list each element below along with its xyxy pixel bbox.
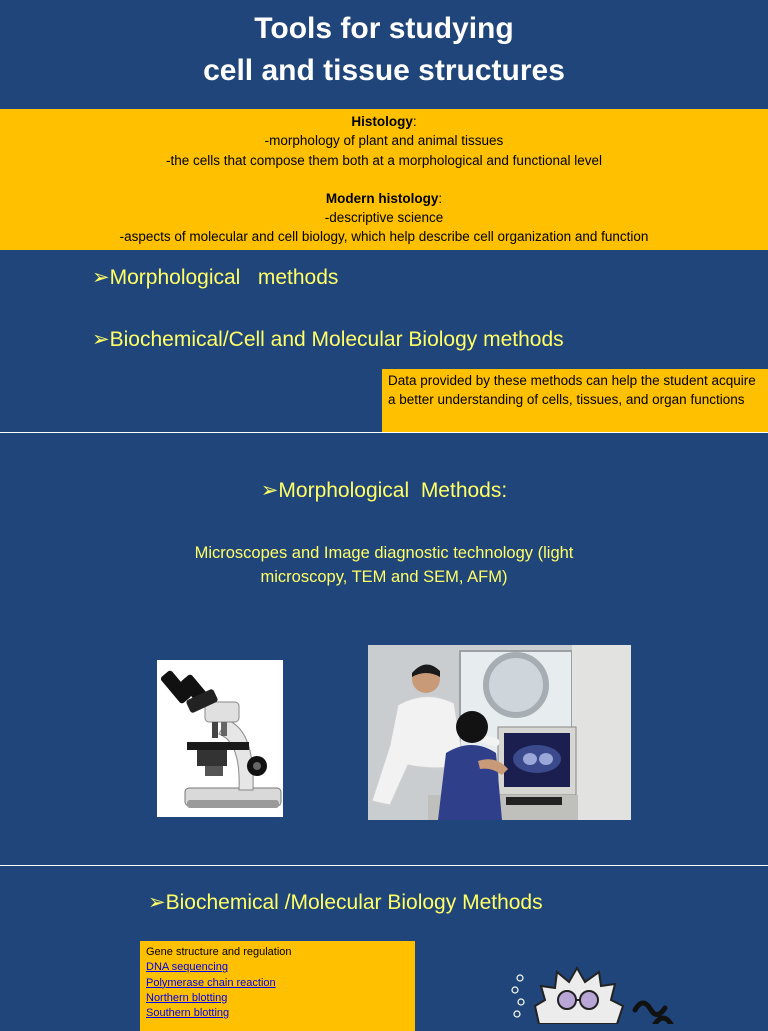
link-pcr[interactable]: Polymerase chain reaction [146,976,276,989]
link-northern-blotting[interactable]: Northern blotting [146,991,228,1004]
bullet-morphological-methods: ➢Morphological methods [92,266,339,289]
imaging-workstation-icon [368,645,631,820]
lab-imaging-photo [368,645,631,820]
microscopy-description: Microscopes and Image diagnostic technology (light microscopy, TEM and SEM, AFM) [194,544,574,586]
slide-biochemical-methods [0,866,768,1024]
bullet-biochemical-methods: ➢Biochemical/Cell and Molecular Biology methods [92,328,564,351]
modern-histology-point: -descriptive science [324,210,444,226]
methods-note-box: Data provided by these methods can help the student acquire a better understanding of cells, tissues, and organ functions [382,369,768,432]
bullet-morphological-methods-heading: ➢Morphological Methods: [260,479,508,502]
histology-heading: Histology: [351,114,417,129]
slide-title: Tools for studying cell and tissue structures [203,12,565,87]
modern-histology-heading: Modern histology: [325,190,443,206]
microscope-image [157,660,283,817]
arrow-bullet-icon: ➢ [92,266,110,289]
cartoon-scientist-icon [505,966,685,1024]
modern-histology-point: -aspects of molecular and cell biology, which help describe cell organization and function [119,229,649,245]
gene-methods-list [140,941,415,1031]
gene-list-header: Gene structure and regulation [146,946,292,958]
bullet-biochemical-molecular-methods: ➢Biochemical /Molecular Biology Methods [148,891,543,914]
arrow-bullet-icon: ➢ [92,328,110,351]
link-southern-blotting[interactable]: Southern blotting [146,1007,230,1020]
arrow-bullet-icon: ➢ [260,479,279,502]
link-dna-sequencing[interactable]: DNA sequencing [146,961,228,974]
histology-point: -morphology of plant and animal tissues [264,133,504,149]
microscope-icon [157,660,283,817]
histology-definition-box [0,109,768,250]
slide-tools-overview [0,0,768,432]
slide-morphological-methods [0,433,768,865]
arrow-bullet-icon: ➢ [148,891,166,914]
histology-point: -the cells that compose them both at a morphological and functional level [165,152,602,168]
